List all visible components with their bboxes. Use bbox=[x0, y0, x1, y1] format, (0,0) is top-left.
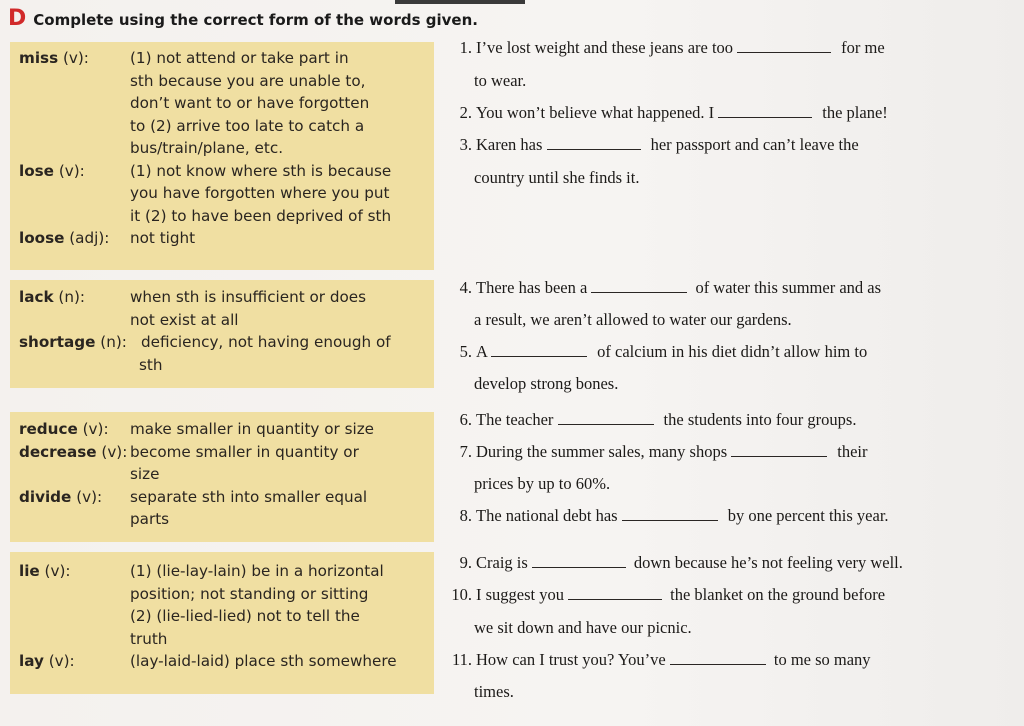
glossary-word: lie bbox=[19, 562, 40, 580]
answer-blank[interactable] bbox=[731, 442, 827, 457]
glossary-pos: (v): bbox=[82, 420, 109, 438]
glossary-definition: (1) not attend or take part in sth because you are unable to, don’t want to or have forgotten to (2) arrive too late to catch a bus/train/plane, etc. bbox=[130, 49, 370, 157]
glossary-box-lack-shortage bbox=[10, 280, 434, 388]
glossary-box-lie-lay bbox=[10, 552, 434, 694]
glossary-word: reduce bbox=[19, 420, 78, 438]
glossary-pos: (v): bbox=[76, 487, 103, 506]
glossary-pos: (n): bbox=[100, 333, 127, 351]
answer-blank[interactable] bbox=[547, 135, 641, 150]
section-letter: D bbox=[8, 6, 27, 31]
answer-blank[interactable] bbox=[568, 585, 662, 600]
answer-blank[interactable] bbox=[622, 506, 718, 521]
exercise-item-5: 5. A of calcium in his diet didn’t allow him to bbox=[459, 342, 868, 361]
exercise-item-11: 11. How can I trust you? You’ve to me so many bbox=[451, 650, 871, 669]
glossary-pos: (n): bbox=[58, 288, 85, 306]
worksheet-page: D Complete using the correct form of the words given. miss (v): (1) not attend or take part in sth because you are unable to, don’t want to or have forgotten to (2) arrive too late to catch a bus/train/plane, etc. lose (v): (1) not know where sth is because you have forgotten where you put it (2) to have been deprived of sth loose (adj): not tight lack (n): when sth is insufficient or does not exist at all shortage (n): deficiency, not having enough of sth reduce (v): make smaller in quantity or size decrease (v): become smaller in quantity or size divide (v): separate sth into smaller equal parts lie (v): (1) (lie-lay-lain) be in a horizontal position; not standing or sitting (2) (lie-lied-lied) not to tell the truth lay (v): (lay-laid-laid) place sth somewhere 1. I’ve lost weight and these jeans are too for me to wear. 2. You won’t believe what happened. I the plane! 3. Karen has her passport and can’t leave the country until she finds it. 4. There has been a of water this summer and as a result, we aren’t allowed to water our gardens. 5. A of calcium in his diet didn’t allow him to develop strong bones. 6. The teacher the students into four groups. 7. During the summer sales, many shops their prices by up to 60%. 8. The national debt has by one percent this year. 9. Craig is down because he’s not feeling very well. 10. I suggest you the blanket on the ground before we sit down and have our picnic. 11. How can I trust you? You’ve to me so many times. bbox=[0, 0, 1024, 726]
answer-blank[interactable] bbox=[718, 103, 812, 118]
glossary-entry-divide bbox=[10, 486, 434, 531]
exercise-item-4: 4. There has been a of water this summer and as bbox=[459, 278, 882, 297]
glossary-definition: (lay-laid-laid) place sth somewhere bbox=[130, 652, 397, 670]
glossary-word: miss bbox=[19, 49, 59, 67]
glossary-definition: deficiency, not having enough of sth bbox=[139, 333, 391, 374]
top-edge-bar bbox=[395, 0, 525, 4]
answer-blank[interactable] bbox=[558, 410, 654, 425]
glossary-pos: (adj): bbox=[69, 229, 110, 247]
glossary-pos: (v): bbox=[58, 161, 85, 180]
glossary-pos: (v): bbox=[62, 49, 89, 67]
section-instruction: Complete using the correct form of the words given. bbox=[33, 11, 478, 29]
glossary-entry-lack bbox=[10, 286, 434, 331]
glossary-entry-loose bbox=[10, 227, 434, 250]
glossary-definition: separate sth into smaller equal parts bbox=[130, 487, 368, 528]
glossary-definition: when sth is insufficient or does not exist at all bbox=[130, 288, 367, 329]
glossary-entry-lay bbox=[10, 650, 434, 673]
glossary-word: lose bbox=[19, 161, 54, 180]
glossary-word: lay bbox=[19, 652, 44, 670]
glossary-word: divide bbox=[19, 487, 72, 506]
answer-blank[interactable] bbox=[491, 342, 587, 357]
glossary-word: shortage bbox=[19, 333, 96, 351]
exercise-item-10: 10. I suggest you the blanket on the ground before bbox=[451, 585, 886, 604]
glossary-pos: (v): bbox=[101, 442, 128, 461]
exercise-item-8: 8. The national debt has by one percent this year. bbox=[459, 506, 889, 525]
glossary-box-reduce-decrease-divide bbox=[10, 412, 434, 542]
glossary-definition: (1) not know where sth is because you have forgotten where you put it (2) to have been deprived of sth bbox=[130, 161, 392, 225]
glossary-entry-lie bbox=[10, 560, 434, 650]
glossary-entry-lose bbox=[10, 160, 434, 228]
glossary-definition: not tight bbox=[130, 229, 196, 247]
glossary-word: decrease bbox=[19, 442, 97, 461]
glossary-pos: (v): bbox=[44, 562, 71, 580]
glossary-box-miss-lose-loose bbox=[10, 42, 434, 270]
exercise-item-9: 9. Craig is down because he’s not feeling very well. bbox=[459, 553, 903, 572]
glossary-entry-decrease bbox=[10, 441, 434, 486]
section-header bbox=[8, 6, 478, 32]
exercise-item-2: 2. You won’t believe what happened. I the plane! bbox=[459, 103, 888, 122]
glossary-definition: become smaller in quantity or size bbox=[130, 442, 359, 483]
glossary-entry-shortage bbox=[10, 331, 434, 376]
glossary-definition: (1) (lie-lay-lain) be in a horizontal position; not standing or sitting (2) (lie-lied-lied) not to tell the truth bbox=[130, 562, 384, 648]
glossary-entry-reduce bbox=[10, 418, 434, 441]
answer-blank[interactable] bbox=[737, 38, 831, 53]
exercise-item-7: 7. During the summer sales, many shops their bbox=[459, 442, 868, 461]
glossary-definition: make smaller in quantity or size bbox=[130, 420, 375, 438]
glossary-word: loose bbox=[19, 229, 65, 247]
answer-blank[interactable] bbox=[670, 650, 766, 665]
answer-blank[interactable] bbox=[591, 278, 687, 293]
glossary-entry-miss bbox=[10, 47, 434, 160]
exercise-item-3: 3. Karen has her passport and can’t leave the bbox=[459, 135, 859, 154]
answer-blank[interactable] bbox=[532, 553, 626, 568]
glossary-pos: (v): bbox=[48, 652, 75, 670]
exercise-item-6: 6. The teacher the students into four groups. bbox=[459, 410, 857, 429]
exercise-item-1: 1. I’ve lost weight and these jeans are too for me bbox=[459, 38, 885, 57]
glossary-word: lack bbox=[19, 288, 54, 306]
